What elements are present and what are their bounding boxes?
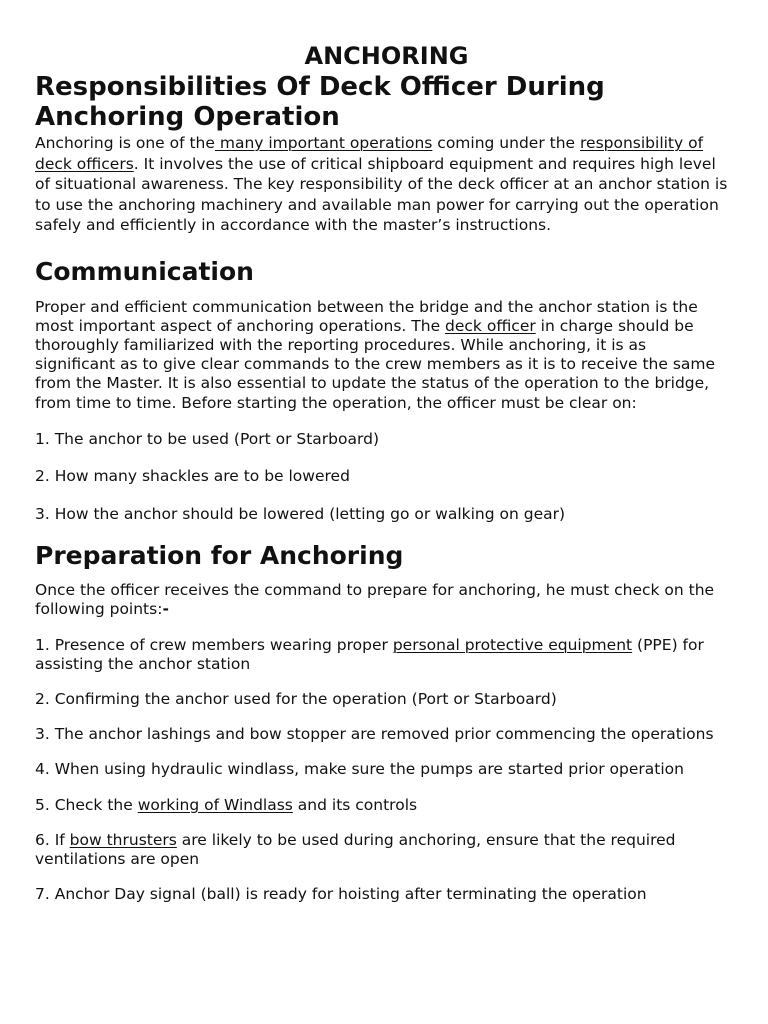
item1-text-post: (PPE) for assisting the anchor station	[35, 635, 704, 673]
intro-text-2: coming under the	[432, 134, 580, 152]
communication-text-2: in charge should be thoroughly familiarized with the reporting procedures. While anchoring, it is as significant as to give clear commands to the crew members as it is to receive the same from the Master. It is also essential to update the status of the operation to the bridge, from time to time. Before starting the operation, the officer must be clear on:	[35, 316, 716, 412]
communication-list-item: 2. How many shackles are to be lowered	[35, 467, 350, 486]
preparation-list-item: 2. Confirming the anchor used for the operation (Port or Starboard)	[35, 690, 557, 709]
preparation-intro	[35, 581, 728, 619]
link-personal-protective-equipment[interactable]: personal protective equipment	[392, 635, 633, 654]
preparation-heading: Preparation for Anchoring	[35, 541, 404, 571]
communication-list-item: 3. How the anchor should be lowered (letting go or walking on gear)	[35, 504, 566, 523]
preparation-intro-dash: -	[162, 600, 169, 619]
item5-text-post: and its controls	[292, 795, 418, 814]
link-working-of-windlass[interactable]: working of Windlass	[137, 795, 293, 814]
item5-text-pre: 5. Check the	[35, 795, 138, 814]
preparation-list-item: 3. The anchor lashings and bow stopper are removed prior commencing the operations	[35, 725, 714, 744]
communication-paragraph	[35, 298, 728, 413]
intro-text-1: Anchoring is one of the	[35, 134, 215, 152]
document-subtitle: Responsibilities Of Deck Officer During Anchoring Operation	[35, 72, 605, 132]
item1-text-pre: 1. Presence of crew members wearing proper	[35, 635, 393, 654]
communication-list-item: 1. The anchor to be used (Port or Starboard)	[35, 429, 379, 448]
document-title: ANCHORING	[304, 42, 469, 70]
link-responsibility-of-deck-officers[interactable]: responsibility of deck officers	[35, 134, 704, 173]
item6-text-post: are likely to be used during anchoring, ensure that the required ventilations are open	[35, 830, 676, 869]
intro-text-3: . It involves the use of critical shipboard equipment and requires high level of situational awareness. The key responsibility of the deck officer at an anchor station is to use the anchoring machinery and available man power for carrying out the operation safely and efficiently in accordance with the master’s instructions.	[35, 154, 728, 234]
link-many-important-operations[interactable]: many important operations	[214, 134, 433, 152]
preparation-intro-text: Once the officer receives the command to prepare for anchoring, he must check on the following points:	[35, 581, 715, 619]
item6-text-pre: 6. If	[35, 830, 70, 849]
communication-heading: Communication	[35, 256, 254, 286]
link-bow-thrusters[interactable]: bow thrusters	[69, 830, 177, 849]
link-deck-officer[interactable]: deck officer	[445, 316, 536, 335]
preparation-list-item: 4. When using hydraulic windlass, make sure the pumps are started prior operation	[35, 760, 684, 779]
preparation-list-item	[35, 636, 728, 674]
preparation-list-item: 7. Anchor Day signal (ball) is ready for hoisting after terminating the operation	[35, 885, 647, 904]
communication-text-1: Proper and efficient communication between the bridge and the anchor station is the most important aspect of anchoring operations. The	[35, 297, 698, 335]
preparation-list-item	[35, 796, 728, 815]
intro-paragraph	[35, 133, 728, 236]
preparation-list-item	[35, 831, 728, 869]
